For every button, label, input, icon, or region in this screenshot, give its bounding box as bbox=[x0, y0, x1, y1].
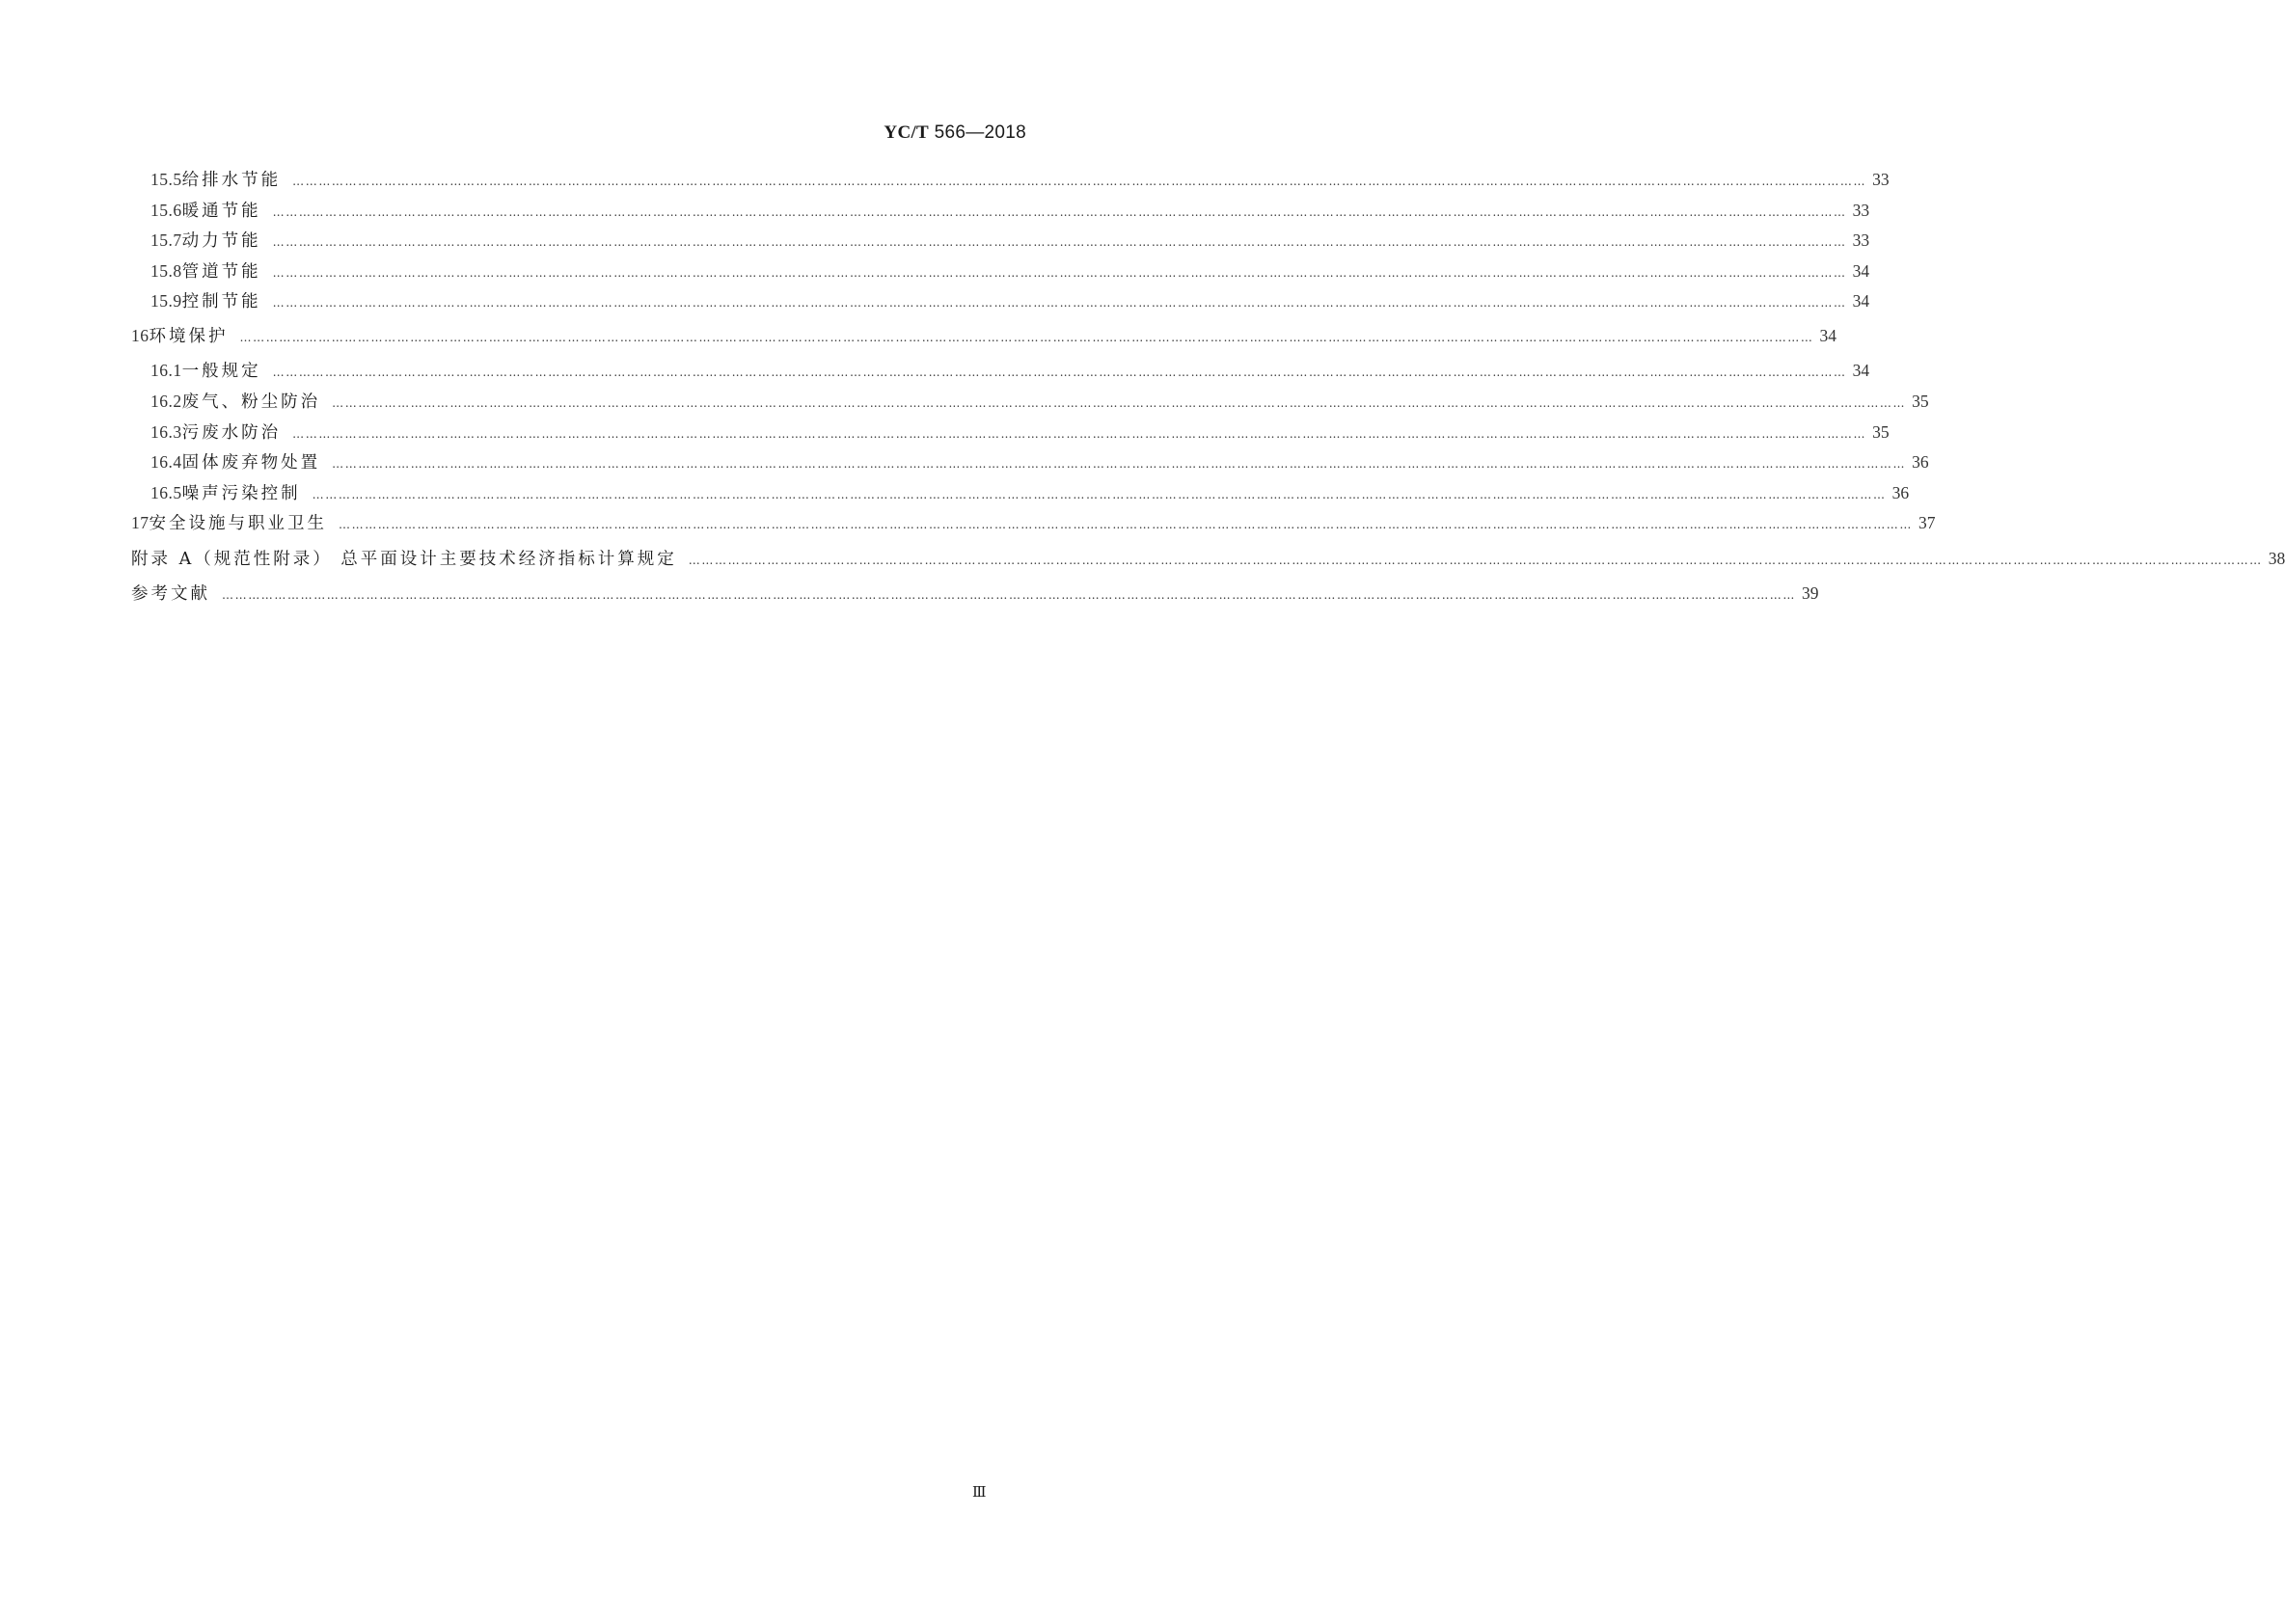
toc-entry-number: 15.5 bbox=[150, 170, 182, 189]
toc-dot-leader: ……………………………………………………………………………………………………………………………………………………………………………………………………………………………………………………………………………………………………………………………… bbox=[272, 265, 1847, 280]
toc-entry-number: 15.7 bbox=[150, 230, 182, 251]
page-number: Ⅲ bbox=[972, 1485, 987, 1501]
toc-dot-leader: ……………………………………………………………………………………………………………………………………………………………………………………………………………………………………………………………………………………………………………………………… bbox=[292, 175, 1867, 188]
toc-dot-leader: ……………………………………………………………………………………………………………………………………………………………………………………………………………………………………………………………………………………………………………………………… bbox=[339, 518, 1913, 532]
toc-dot-leader: ……………………………………………………………………………………………………………………………………………………………………………………………………………………………………………………………………………………………………………………………… bbox=[272, 235, 1847, 250]
toc-entry-number: 15.8 bbox=[150, 260, 182, 281]
toc-entry[interactable] bbox=[150, 421, 1890, 453]
toc-entry-title: 固体废弃物处置 bbox=[181, 453, 321, 474]
toc-entry-page: 34 bbox=[1852, 260, 1870, 281]
toc-entry-page: 34 bbox=[1852, 361, 1870, 381]
toc-entry-title: 给排水节能 bbox=[181, 171, 282, 190]
toc-entry-page: 33 bbox=[1872, 170, 1890, 189]
toc-entry[interactable] bbox=[150, 200, 1870, 231]
toc-entry-title: 控制节能 bbox=[181, 292, 261, 312]
toc-entry-title: 动力节能 bbox=[181, 231, 261, 252]
toc-entry-title: 污废水防治 bbox=[181, 422, 282, 443]
table-of-contents bbox=[131, 170, 2285, 619]
toc-entry-page: 36 bbox=[1891, 482, 1910, 502]
toc-entry[interactable] bbox=[150, 392, 1929, 422]
standard-code bbox=[884, 122, 1026, 144]
toc-entry[interactable] bbox=[150, 230, 1870, 261]
toc-dot-leader: ……………………………………………………………………………………………………………………………………………………………………………………………………………………………………………………………………………………………………………………………… bbox=[332, 396, 1907, 411]
toc-entry-page: 33 bbox=[1852, 200, 1870, 220]
toc-dot-leader: ……………………………………………………………………………………………………………………………………………………………………………………………………………………………………………………………………………………………………………………………… bbox=[272, 365, 1847, 380]
toc-entry[interactable] bbox=[150, 452, 1929, 483]
toc-entry[interactable] bbox=[131, 325, 1836, 362]
toc-entry[interactable] bbox=[150, 260, 1870, 292]
toc-entry-page: 36 bbox=[1912, 452, 1929, 473]
toc-entry[interactable] bbox=[131, 513, 1936, 549]
toc-entry-number: 17 bbox=[131, 513, 150, 533]
toc-entry-number: 15.9 bbox=[150, 291, 182, 311]
toc-dot-leader: ……………………………………………………………………………………………………………………………………………………………………………………………………………………………………………………………………………………………………………………………… bbox=[239, 330, 1814, 344]
toc-dot-leader: ……………………………………………………………………………………………………………………………………………………………………………………………………………………………………………………………………………………………………………………………… bbox=[292, 426, 1867, 441]
toc-entry-title: 管道节能 bbox=[181, 261, 261, 282]
toc-entry[interactable] bbox=[150, 361, 1870, 392]
toc-entry-title: 参考文献 bbox=[131, 584, 210, 605]
toc-entry-number: 16.4 bbox=[150, 452, 182, 473]
toc-entry[interactable] bbox=[150, 291, 1870, 322]
toc-entry-page: 39 bbox=[1802, 583, 1819, 604]
toc-entry-title: 安全设施与职业卫生 bbox=[149, 514, 327, 534]
toc-entry[interactable] bbox=[131, 548, 2285, 584]
toc-entry-title: 废气、粉尘防治 bbox=[181, 392, 321, 413]
toc-entry[interactable] bbox=[150, 482, 1910, 514]
toc-entry-number: 15.6 bbox=[150, 200, 182, 220]
toc-entry-title: 噪声污染控制 bbox=[181, 483, 301, 503]
toc-entry-page: 38 bbox=[2268, 548, 2285, 568]
toc-entry-number: 16.3 bbox=[150, 421, 182, 442]
toc-entry-title: 附录 A（规范性附录） 总平面设计主要技术经济指标计算规定 bbox=[131, 549, 677, 569]
toc-entry-page: 35 bbox=[1872, 421, 1890, 442]
toc-entry-number: 16.2 bbox=[150, 392, 182, 412]
toc-entry-page: 33 bbox=[1852, 230, 1870, 251]
toc-entry-number: 16.5 bbox=[150, 482, 182, 502]
toc-entry-page: 34 bbox=[1852, 291, 1870, 311]
toc-entry-title: 暖通节能 bbox=[181, 201, 261, 221]
standard-number: 566—2018 bbox=[934, 122, 1026, 143]
toc-dot-leader: ……………………………………………………………………………………………………………………………………………………………………………………………………………………………………………………………………………………………………………………………… bbox=[222, 588, 1796, 603]
toc-entry-title: 一般规定 bbox=[181, 362, 261, 382]
toc-dot-leader: ……………………………………………………………………………………………………………………………………………………………………………………………………………………………………………………………………………………………………………………………… bbox=[312, 487, 1887, 501]
toc-entry-page: 37 bbox=[1918, 513, 1936, 533]
toc-entry-page: 35 bbox=[1912, 392, 1929, 412]
toc-entry-title: 环境保护 bbox=[149, 326, 229, 346]
toc-dot-leader: ……………………………………………………………………………………………………………………………………………………………………………………………………………………………………………………………………………………………………………………………… bbox=[272, 296, 1847, 311]
toc-dot-leader: ……………………………………………………………………………………………………………………………………………………………………………………………………………………………………………………………………………………………………………………………… bbox=[688, 553, 2263, 567]
toc-dot-leader: ……………………………………………………………………………………………………………………………………………………………………………………………………………………………………………………………………………………………………………………………… bbox=[272, 204, 1847, 219]
toc-entry-number: 16.1 bbox=[150, 361, 182, 381]
toc-entry-page: 34 bbox=[1819, 325, 1836, 345]
toc-entry[interactable] bbox=[131, 583, 1819, 619]
standard-prefix: YC/T bbox=[884, 122, 930, 143]
toc-entry-number: 16 bbox=[131, 325, 150, 345]
toc-dot-leader: ……………………………………………………………………………………………………………………………………………………………………………………………………………………………………………………………………………………………………………………………… bbox=[332, 457, 1907, 472]
toc-entry[interactable] bbox=[150, 170, 1890, 201]
